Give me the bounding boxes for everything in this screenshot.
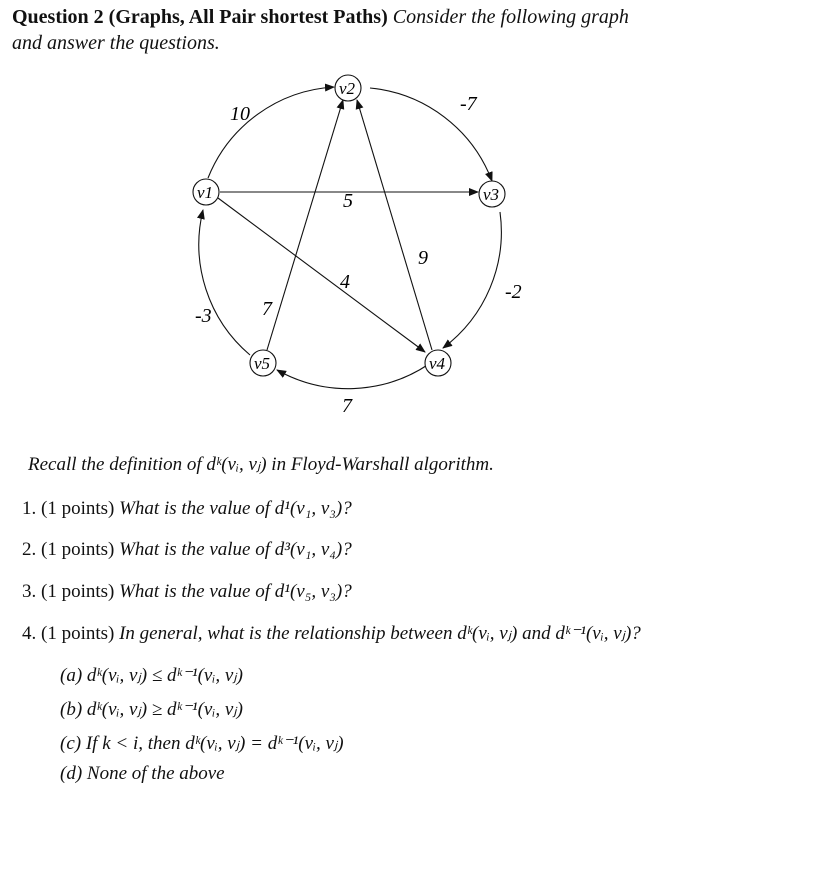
question-1-number: 1. (22, 498, 37, 519)
option-d-text: None of the above (86, 763, 225, 784)
question-1-text: What is the value of d¹(v₁, v₃)? (119, 498, 352, 519)
option-c (60, 732, 344, 755)
node-v3 (479, 181, 505, 207)
recall-text: Recall the definition of dᵏ(vᵢ, vⱼ) in Floyd-Warshall algorithm. (28, 454, 494, 475)
question-intro: Consider the following graph (392, 6, 629, 28)
question-4 (22, 622, 641, 645)
node-v1-label: v1 (197, 183, 214, 202)
edge-v4-v2 (357, 100, 432, 350)
edge-v1-v2 (208, 87, 334, 178)
node-v1 (193, 179, 219, 205)
edge-v1-v4 (218, 198, 425, 352)
option-c-label: (c) (60, 733, 82, 754)
option-a-label: (a) (60, 665, 83, 686)
weight-v2-v3: -7 (460, 93, 477, 115)
weight-v1-v3: 5 (343, 190, 353, 212)
question-3-text: What is the value of d¹(v₅, v₃)? (119, 581, 352, 602)
weight-v4-v5: 7 (342, 395, 352, 417)
option-d (60, 763, 225, 785)
weight-v1-v4: 4 (340, 271, 350, 293)
question-2-number: 2. (22, 539, 37, 560)
edge-v4-v5 (277, 364, 429, 389)
weight-v1-v2: 10 (230, 103, 250, 125)
graph-diagram (180, 70, 520, 430)
node-v4-label: v4 (429, 354, 446, 373)
question-3-number: 3. (22, 581, 37, 602)
option-a-text: dᵏ(vᵢ, vⱼ) ≤ dᵏ⁻¹(vᵢ, vⱼ) (86, 665, 243, 686)
weight-v5-v2: 7 (262, 298, 272, 320)
node-v4 (425, 350, 451, 376)
node-v5 (250, 350, 276, 376)
edge-v3-v4 (443, 212, 501, 348)
option-a (60, 664, 243, 687)
question-2-text: What is the value of d³(v₁, v₄)? (119, 539, 352, 560)
question-intro-cont: and answer the questions. (12, 32, 220, 54)
question-header (12, 4, 802, 56)
question-4-points: (1 points) (41, 623, 115, 644)
node-v5-label: v5 (254, 354, 271, 373)
question-2 (22, 539, 352, 561)
question-4-number: 4. (22, 623, 37, 644)
option-b-text: dᵏ(vᵢ, vⱼ) ≥ dᵏ⁻¹(vᵢ, vⱼ) (86, 699, 243, 720)
edge-v5-v2 (267, 100, 343, 350)
option-d-label: (d) (60, 763, 83, 784)
edge-v5-v1 (199, 210, 250, 355)
weight-v4-v2: 9 (418, 247, 428, 269)
question-2-points: (1 points) (41, 539, 115, 560)
question-1-points: (1 points) (41, 498, 115, 519)
option-b-label: (b) (60, 699, 83, 720)
question-4-text: In general, what is the relationship between dᵏ(vᵢ, vⱼ) and dᵏ⁻¹(vᵢ, vⱼ)? (119, 623, 641, 644)
option-c-text: If k < i, then dᵏ(vᵢ, vⱼ) = dᵏ⁻¹(vᵢ, vⱼ) (85, 733, 344, 754)
weight-v5-v1: -3 (195, 305, 212, 327)
question-3 (22, 581, 352, 603)
node-v3-label: v3 (483, 185, 500, 204)
node-v2-label: v2 (339, 79, 356, 98)
weight-v3-v4: -2 (505, 281, 522, 303)
question-title: Question 2 (Graphs, All Pair shortest Paths) (12, 6, 388, 28)
question-3-points: (1 points) (41, 581, 115, 602)
option-b (60, 698, 243, 721)
question-1 (22, 498, 352, 520)
node-v2 (335, 75, 361, 101)
